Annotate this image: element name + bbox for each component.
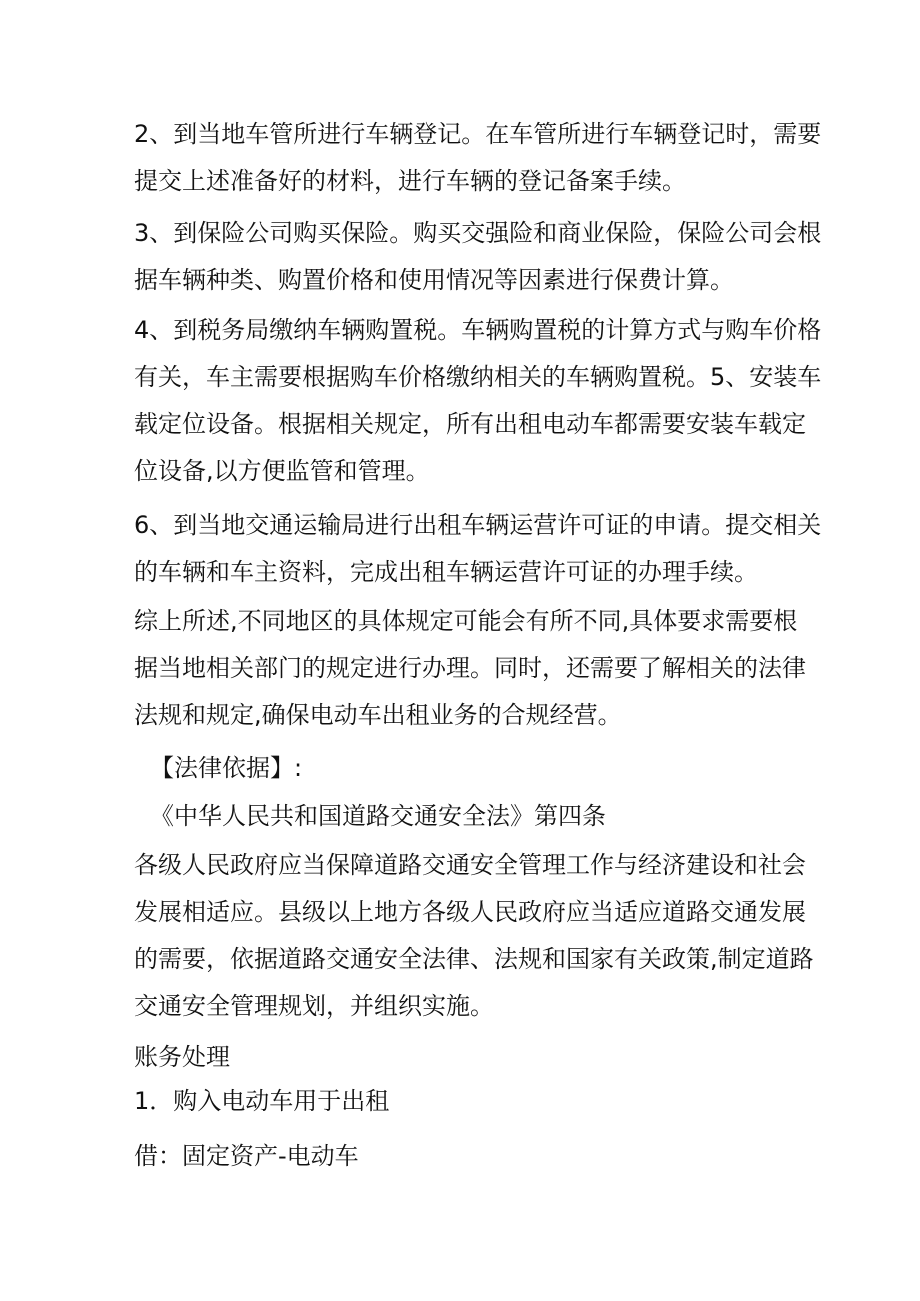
text-line: 载定位设备。根据相关规定，所有出租电动车都需要安装车载定 [134, 410, 806, 438]
paragraph-step-3 [134, 210, 822, 304]
journal-entry-debit [134, 1133, 794, 1180]
text-line: 据当地相关部门的规定进行办理。同时，还需要了解相关的法律 [134, 654, 806, 682]
law-text [134, 842, 814, 1030]
heading-text: 账务处理 [134, 1043, 230, 1071]
text-line: 法规和规定,确保电动车出租业务的合规经营。 [134, 701, 622, 729]
paragraph-step-4-5 [134, 307, 822, 495]
text-line: 交通安全管理规划，并组织实施。 [134, 992, 494, 1020]
text-line: 位设备,以方便监管和管理。 [134, 457, 430, 485]
text-line: 综上所述,不同地区的具体规定可能会有所不同,具体要求需要根 [134, 607, 798, 635]
paragraph-step-6 [134, 502, 822, 596]
text-line: 各级人民政府应当保障道路交通安全管理工作与经济建设和社会 [134, 851, 806, 879]
text-line: 2、到当地车管所进行车辆登记。在车管所进行车辆登记时，需要 [134, 120, 822, 148]
accounting-item-1 [134, 1078, 794, 1125]
text-line: 有关，车主需要根据购车价格缴纳相关的车辆购置税。5、安装车 [134, 363, 822, 391]
text-line: 4、到税务局缴纳车辆购置税。车辆购置税的计算方式与购车价格 [134, 316, 822, 344]
text-line: 的车辆和车主资料，完成出租车辆运营许可证的办理手续。 [134, 558, 758, 586]
item-text: 1．购入电动车用于出租 [134, 1087, 390, 1115]
text-line: 发展相适应。县级以上地方各级人民政府应当适应道路交通发展 [134, 898, 806, 926]
heading-text: 【法律依据】: [150, 754, 303, 782]
text-line: 3、到保险公司购买保险。购买交强险和商业保险，保险公司会根 [134, 219, 822, 247]
law-title-text: 《中华人民共和国道路交通安全法》第四条 [150, 802, 606, 830]
text-line: 提交上述准备好的材料，进行车辆的登记备案手续。 [134, 167, 686, 195]
legal-basis-heading [150, 745, 810, 792]
accounting-heading [134, 1034, 794, 1081]
paragraph-summary [134, 598, 806, 739]
paragraph-step-2 [134, 111, 822, 205]
law-title [150, 793, 810, 840]
text-line: 据车辆种类、购置价格和使用情况等因素进行保费计算。 [134, 266, 734, 294]
text-line: 的需要，依据道路交通安全法律、法规和国家有关政策,制定道路 [134, 945, 814, 973]
entry-text: 借：固定资产-电动车 [134, 1142, 359, 1170]
text-line: 6、到当地交通运输局进行出租车辆运营许可证的申请。提交相关 [134, 511, 822, 539]
